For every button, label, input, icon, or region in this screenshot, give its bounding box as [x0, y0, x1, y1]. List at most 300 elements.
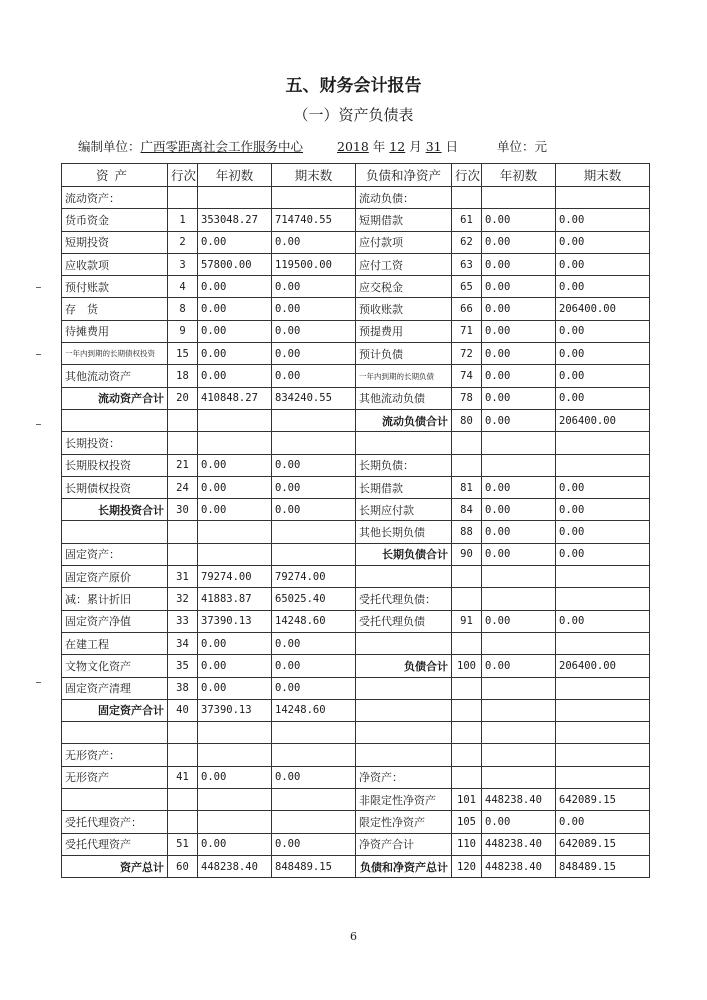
asset-line-cell: 1: [168, 209, 198, 231]
table-row: [62, 566, 650, 588]
asset-name-cell: 固定资产原价: [62, 566, 168, 588]
liability-closing-cell: [556, 766, 650, 788]
table-row: [62, 276, 650, 298]
liability-line-cell: 90: [452, 543, 482, 565]
liability-name-cell: 应付工资: [356, 253, 452, 275]
asset-closing-cell: [272, 187, 356, 209]
liability-closing-cell: 0.00: [556, 231, 650, 253]
table-row: [62, 298, 650, 320]
balance-sheet-table: [61, 163, 650, 878]
asset-name-cell: 固定资产净值: [62, 610, 168, 632]
asset-closing-cell: 0.00: [272, 476, 356, 498]
asset-closing-cell: [272, 543, 356, 565]
margin-mark: [36, 354, 41, 355]
asset-line-cell: 32: [168, 588, 198, 610]
liability-name-cell: 短期借款: [356, 209, 452, 231]
table-row: [62, 387, 650, 409]
header-closing: 期末数: [556, 164, 650, 187]
liability-opening-cell: 0.00: [482, 231, 556, 253]
liability-line-cell: 78: [452, 387, 482, 409]
asset-opening-cell: 0.00: [198, 320, 272, 342]
asset-closing-cell: 0.00: [272, 343, 356, 365]
liability-closing-cell: [556, 722, 650, 744]
liability-line-cell: 80: [452, 409, 482, 431]
asset-line-cell: 4: [168, 276, 198, 298]
asset-name-cell: 待摊费用: [62, 320, 168, 342]
liability-name-cell: 其他长期负债: [356, 521, 452, 543]
liability-name-cell: 长期应付款: [356, 499, 452, 521]
liability-opening-cell: 448238.40: [482, 833, 556, 855]
liability-opening-cell: [482, 744, 556, 766]
liability-closing-cell: 0.00: [556, 253, 650, 275]
asset-line-cell: [168, 789, 198, 811]
asset-name-cell: 长期债权投资: [62, 476, 168, 498]
asset-closing-cell: [272, 409, 356, 431]
asset-name-cell: 受托代理资产: [62, 833, 168, 855]
liability-opening-cell: [482, 588, 556, 610]
liability-line-cell: [452, 744, 482, 766]
asset-closing-cell: 79274.00: [272, 566, 356, 588]
liability-opening-cell: 0.00: [482, 298, 556, 320]
liability-opening-cell: 0.00: [482, 543, 556, 565]
asset-opening-cell: [198, 543, 272, 565]
liability-closing-cell: 206400.00: [556, 298, 650, 320]
liability-opening-cell: 448238.40: [482, 855, 556, 877]
liability-opening-cell: [482, 699, 556, 721]
asset-closing-cell: 714740.55: [272, 209, 356, 231]
liability-name-cell: 其他流动负债: [356, 387, 452, 409]
margin-mark: [36, 424, 41, 425]
header-closing: 期末数: [272, 164, 356, 187]
table-row: [62, 677, 650, 699]
table-row: [62, 588, 650, 610]
asset-name-cell: 流动资产合计: [62, 387, 168, 409]
currency-unit: 单位：元: [497, 139, 548, 154]
preparer-label: 编制单位：: [78, 139, 141, 154]
liability-line-cell: 81: [452, 476, 482, 498]
liability-name-cell: 非限定性净资产: [356, 789, 452, 811]
asset-opening-cell: 0.00: [198, 499, 272, 521]
date-year-suffix: 年: [372, 139, 386, 154]
liability-name-cell: [356, 632, 452, 654]
liability-opening-cell: [482, 722, 556, 744]
asset-name-cell: 无形资产：: [62, 744, 168, 766]
asset-line-cell: 21: [168, 454, 198, 476]
asset-opening-cell: 0.00: [198, 833, 272, 855]
liability-opening-cell: [482, 632, 556, 654]
header-opening: 年初数: [198, 164, 272, 187]
liability-line-cell: 62: [452, 231, 482, 253]
asset-closing-cell: [272, 811, 356, 833]
asset-name-cell: 在建工程: [62, 632, 168, 654]
date-month: 12: [389, 139, 406, 154]
asset-closing-cell: 0.00: [272, 499, 356, 521]
asset-name-cell: 存 货: [62, 298, 168, 320]
margin-mark: [36, 287, 41, 288]
table-row: [62, 722, 650, 744]
liability-line-cell: [452, 588, 482, 610]
table-row: [62, 610, 650, 632]
asset-closing-cell: 0.00: [272, 298, 356, 320]
liability-closing-cell: 0.00: [556, 610, 650, 632]
table-row: [62, 187, 650, 209]
liability-name-cell: [356, 722, 452, 744]
asset-line-cell: 18: [168, 365, 198, 387]
asset-line-cell: 24: [168, 476, 198, 498]
asset-opening-cell: 37390.13: [198, 699, 272, 721]
asset-name-cell: 固定资产清理: [62, 677, 168, 699]
asset-name-cell: 固定资产合计: [62, 699, 168, 721]
asset-closing-cell: 0.00: [272, 655, 356, 677]
asset-closing-cell: [272, 521, 356, 543]
asset-name-cell: 应收款项: [62, 253, 168, 275]
table-row: [62, 855, 650, 877]
liability-name-cell: 流动负债：: [356, 187, 452, 209]
liability-line-cell: 72: [452, 343, 482, 365]
liability-name-cell: [356, 566, 452, 588]
asset-opening-cell: 0.00: [198, 632, 272, 654]
asset-closing-cell: 834240.55: [272, 387, 356, 409]
asset-name-cell: 一年内到期的长期债权投资: [62, 343, 168, 365]
liability-closing-cell: 0.00: [556, 276, 650, 298]
liability-line-cell: 91: [452, 610, 482, 632]
table-row: [62, 632, 650, 654]
asset-closing-cell: 0.00: [272, 677, 356, 699]
liability-closing-cell: [556, 632, 650, 654]
liability-name-cell: 应付款项: [356, 231, 452, 253]
liability-opening-cell: [482, 766, 556, 788]
liability-line-cell: 74: [452, 365, 482, 387]
asset-closing-cell: 0.00: [272, 231, 356, 253]
table-row: [62, 476, 650, 498]
liability-opening-cell: 0.00: [482, 409, 556, 431]
liability-name-cell: 预计负债: [356, 343, 452, 365]
asset-line-cell: [168, 432, 198, 454]
asset-name-cell: [62, 521, 168, 543]
liability-closing-cell: 0.00: [556, 365, 650, 387]
asset-closing-cell: 14248.60: [272, 610, 356, 632]
preparer-unit: [78, 137, 303, 155]
liability-line-cell: [452, 454, 482, 476]
liability-closing-cell: [556, 187, 650, 209]
liability-line-cell: 88: [452, 521, 482, 543]
liability-name-cell: 应交税金: [356, 276, 452, 298]
liability-line-cell: 84: [452, 499, 482, 521]
liability-line-cell: [452, 766, 482, 788]
asset-line-cell: 9: [168, 320, 198, 342]
asset-closing-cell: [272, 432, 356, 454]
liability-closing-cell: 0.00: [556, 476, 650, 498]
asset-name-cell: 货币资金: [62, 209, 168, 231]
asset-opening-cell: [198, 521, 272, 543]
table-row: [62, 543, 650, 565]
table-row: [62, 789, 650, 811]
table-row: [62, 365, 650, 387]
asset-name-cell: 资产总计: [62, 855, 168, 877]
asset-opening-cell: 0.00: [198, 476, 272, 498]
report-subtitle: （一）资产负债表: [293, 106, 414, 124]
asset-opening-cell: [198, 811, 272, 833]
asset-name-cell: 流动资产：: [62, 187, 168, 209]
liability-opening-cell: [482, 454, 556, 476]
asset-line-cell: 15: [168, 343, 198, 365]
asset-line-cell: 3: [168, 253, 198, 275]
liability-closing-cell: [556, 566, 650, 588]
liability-opening-cell: [482, 566, 556, 588]
asset-opening-cell: 41883.87: [198, 588, 272, 610]
liability-closing-cell: 206400.00: [556, 655, 650, 677]
asset-opening-cell: [198, 187, 272, 209]
header-line-no: 行次: [168, 164, 198, 187]
asset-closing-cell: 14248.60: [272, 699, 356, 721]
asset-line-cell: 38: [168, 677, 198, 699]
table-row: [62, 432, 650, 454]
liability-name-cell: 预提费用: [356, 320, 452, 342]
liability-opening-cell: [482, 187, 556, 209]
table-row: [62, 231, 650, 253]
liability-name-cell: 受托代理负债: [356, 610, 452, 632]
header-liabilities: 负债和净资产: [356, 164, 452, 187]
asset-opening-cell: [198, 744, 272, 766]
liability-opening-cell: 0.00: [482, 476, 556, 498]
date-year: 2018: [337, 139, 369, 154]
asset-name-cell: 文物文化资产: [62, 655, 168, 677]
asset-closing-cell: 0.00: [272, 320, 356, 342]
liability-closing-cell: 642089.15: [556, 833, 650, 855]
asset-closing-cell: [272, 789, 356, 811]
liability-closing-cell: 642089.15: [556, 789, 650, 811]
asset-opening-cell: 0.00: [198, 766, 272, 788]
liability-name-cell: 长期借款: [356, 476, 452, 498]
date-day: 31: [425, 139, 442, 154]
liability-opening-cell: 0.00: [482, 276, 556, 298]
liability-closing-cell: [556, 588, 650, 610]
preparer-name: 广西零距离社会工作服务中心: [140, 139, 304, 154]
asset-line-cell: [168, 409, 198, 431]
asset-line-cell: 2: [168, 231, 198, 253]
asset-opening-cell: 79274.00: [198, 566, 272, 588]
asset-closing-cell: 0.00: [272, 365, 356, 387]
liability-closing-cell: 0.00: [556, 811, 650, 833]
liability-closing-cell: 0.00: [556, 521, 650, 543]
liability-name-cell: 长期负债：: [356, 454, 452, 476]
liability-line-cell: [452, 566, 482, 588]
asset-line-cell: 51: [168, 833, 198, 855]
asset-opening-cell: [198, 789, 272, 811]
liability-closing-cell: 0.00: [556, 320, 650, 342]
header-assets: 资产: [62, 164, 168, 187]
asset-opening-cell: 0.00: [198, 276, 272, 298]
table-row: [62, 253, 650, 275]
margin-mark: [36, 682, 41, 683]
asset-line-cell: [168, 187, 198, 209]
report-title: 五、财务会计报告: [285, 76, 422, 96]
liability-line-cell: 100: [452, 655, 482, 677]
liability-line-cell: 61: [452, 209, 482, 231]
asset-closing-cell: 65025.40: [272, 588, 356, 610]
asset-line-cell: 60: [168, 855, 198, 877]
asset-line-cell: [168, 744, 198, 766]
asset-opening-cell: 57800.00: [198, 253, 272, 275]
liability-line-cell: [452, 699, 482, 721]
liability-line-cell: [452, 632, 482, 654]
asset-line-cell: [168, 811, 198, 833]
liability-line-cell: [452, 187, 482, 209]
asset-opening-cell: 37390.13: [198, 610, 272, 632]
liability-name-cell: 受托代理负债：: [356, 588, 452, 610]
asset-name-cell: 固定资产：: [62, 543, 168, 565]
liability-closing-cell: 0.00: [556, 387, 650, 409]
table-row: [62, 454, 650, 476]
asset-name-cell: 短期投资: [62, 231, 168, 253]
liability-name-cell: 一年内到期的长期负债: [356, 365, 452, 387]
table-row: [62, 811, 650, 833]
liability-opening-cell: 0.00: [482, 499, 556, 521]
asset-name-cell: 无形资产: [62, 766, 168, 788]
table-row: [62, 521, 650, 543]
asset-closing-cell: 0.00: [272, 454, 356, 476]
asset-closing-cell: 0.00: [272, 632, 356, 654]
liability-opening-cell: 0.00: [482, 610, 556, 632]
liability-name-cell: [356, 432, 452, 454]
asset-line-cell: 31: [168, 566, 198, 588]
asset-name-cell: 其他流动资产: [62, 365, 168, 387]
liability-line-cell: 71: [452, 320, 482, 342]
asset-closing-cell: 848489.15: [272, 855, 356, 877]
table-row: [62, 655, 650, 677]
liability-name-cell: 负债合计: [356, 655, 452, 677]
table-row: [62, 499, 650, 521]
liability-opening-cell: 0.00: [482, 521, 556, 543]
asset-name-cell: 受托代理资产：: [62, 811, 168, 833]
table-row: [62, 343, 650, 365]
liability-line-cell: 101: [452, 789, 482, 811]
asset-closing-cell: 0.00: [272, 276, 356, 298]
asset-closing-cell: [272, 744, 356, 766]
asset-opening-cell: [198, 722, 272, 744]
asset-line-cell: [168, 722, 198, 744]
liability-line-cell: [452, 722, 482, 744]
table-row: [62, 766, 650, 788]
asset-closing-cell: 0.00: [272, 766, 356, 788]
liability-opening-cell: 448238.40: [482, 789, 556, 811]
asset-line-cell: [168, 543, 198, 565]
liability-opening-cell: 0.00: [482, 343, 556, 365]
liability-closing-cell: 0.00: [556, 343, 650, 365]
header-opening: 年初数: [482, 164, 556, 187]
asset-closing-cell: [272, 722, 356, 744]
liability-closing-cell: 0.00: [556, 499, 650, 521]
date-month-suffix: 月: [409, 139, 422, 154]
liability-closing-cell: [556, 432, 650, 454]
table-row: [62, 744, 650, 766]
asset-opening-cell: 410848.27: [198, 387, 272, 409]
asset-opening-cell: [198, 409, 272, 431]
header-line-no: 行次: [452, 164, 482, 187]
liability-name-cell: 流动负债合计: [356, 409, 452, 431]
asset-line-cell: 8: [168, 298, 198, 320]
table-row: [62, 409, 650, 431]
liability-closing-cell: [556, 699, 650, 721]
liability-line-cell: 63: [452, 253, 482, 275]
liability-line-cell: [452, 677, 482, 699]
asset-opening-cell: 0.00: [198, 298, 272, 320]
asset-closing-cell: 119500.00: [272, 253, 356, 275]
asset-name-cell: 长期投资：: [62, 432, 168, 454]
liability-line-cell: [452, 432, 482, 454]
report-date: [337, 137, 458, 155]
liability-closing-cell: 0.00: [556, 543, 650, 565]
liability-name-cell: 长期负债合计: [356, 543, 452, 565]
asset-opening-cell: 0.00: [198, 231, 272, 253]
liability-name-cell: [356, 677, 452, 699]
asset-opening-cell: 353048.27: [198, 209, 272, 231]
liability-line-cell: 120: [452, 855, 482, 877]
asset-opening-cell: 0.00: [198, 677, 272, 699]
liability-closing-cell: [556, 454, 650, 476]
liability-opening-cell: 0.00: [482, 209, 556, 231]
asset-name-cell: [62, 409, 168, 431]
asset-name-cell: 预付账款: [62, 276, 168, 298]
asset-name-cell: 长期投资合计: [62, 499, 168, 521]
liability-opening-cell: [482, 432, 556, 454]
liability-line-cell: 65: [452, 276, 482, 298]
date-day-suffix: 日: [445, 139, 459, 154]
liability-opening-cell: [482, 677, 556, 699]
asset-line-cell: 41: [168, 766, 198, 788]
liability-name-cell: [356, 744, 452, 766]
liability-opening-cell: 0.00: [482, 387, 556, 409]
asset-line-cell: 35: [168, 655, 198, 677]
liability-closing-cell: 848489.15: [556, 855, 650, 877]
table-body: [62, 187, 650, 878]
asset-opening-cell: 0.00: [198, 655, 272, 677]
liability-name-cell: [356, 699, 452, 721]
liability-name-cell: 限定性净资产: [356, 811, 452, 833]
asset-name-cell: 减：累计折旧: [62, 588, 168, 610]
table-row: [62, 320, 650, 342]
liability-closing-cell: 0.00: [556, 209, 650, 231]
liability-name-cell: 预收账款: [356, 298, 452, 320]
asset-opening-cell: 0.00: [198, 365, 272, 387]
asset-opening-cell: 0.00: [198, 454, 272, 476]
liability-closing-cell: [556, 744, 650, 766]
asset-opening-cell: [198, 432, 272, 454]
asset-name-cell: [62, 722, 168, 744]
liability-line-cell: 110: [452, 833, 482, 855]
table-row: [62, 699, 650, 721]
liability-name-cell: 净资产合计: [356, 833, 452, 855]
asset-line-cell: 20: [168, 387, 198, 409]
page-number: 6: [350, 930, 357, 943]
asset-name-cell: 长期股权投资: [62, 454, 168, 476]
asset-opening-cell: 448238.40: [198, 855, 272, 877]
liability-name-cell: 净资产：: [356, 766, 452, 788]
asset-name-cell: [62, 789, 168, 811]
liability-opening-cell: 0.00: [482, 365, 556, 387]
table-row: [62, 209, 650, 231]
liability-line-cell: 66: [452, 298, 482, 320]
asset-opening-cell: 0.00: [198, 343, 272, 365]
liability-opening-cell: 0.00: [482, 655, 556, 677]
asset-closing-cell: 0.00: [272, 833, 356, 855]
liability-opening-cell: 0.00: [482, 320, 556, 342]
liability-opening-cell: 0.00: [482, 811, 556, 833]
liability-name-cell: 负债和净资产总计: [356, 855, 452, 877]
liability-opening-cell: 0.00: [482, 253, 556, 275]
table-row: [62, 833, 650, 855]
liability-closing-cell: [556, 677, 650, 699]
